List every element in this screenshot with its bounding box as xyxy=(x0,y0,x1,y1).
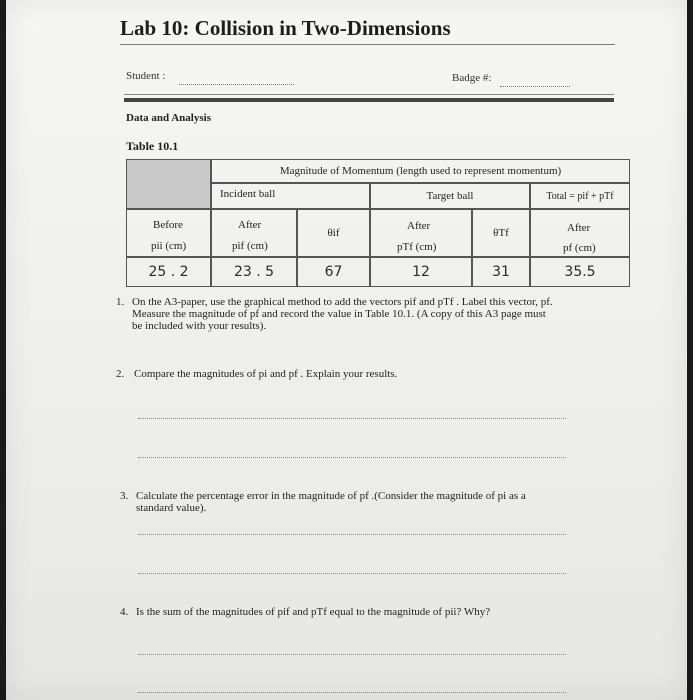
question-1-line-2: Measure the magnitude of pf and record the value in Table 10.1. (A copy of this A3 page must xyxy=(132,308,546,320)
section-heading: Data and Analysis xyxy=(126,112,211,124)
pif-column-header xyxy=(211,209,297,257)
theta-tf-header: θTf xyxy=(472,209,530,257)
question-2-number: 2. xyxy=(116,368,125,380)
question-1-number: 1. xyxy=(116,296,125,308)
question-3-line-2: standard value). xyxy=(136,502,207,514)
worksheet-page xyxy=(6,0,687,700)
total-header: Total = pif + pTf xyxy=(530,183,630,209)
pf-label: pf (cm) xyxy=(563,242,596,254)
ptf-value[interactable]: 12 xyxy=(370,257,472,287)
answer-line-4a[interactable] xyxy=(138,654,566,655)
after-label-3: After xyxy=(567,222,591,234)
question-2: Compare the magnitudes of pi and pf . Explain your results. xyxy=(134,368,398,380)
table-label: Table 10.1 xyxy=(126,139,179,153)
ptf-label: pTf (cm) xyxy=(397,241,437,253)
badge-field[interactable] xyxy=(500,86,570,87)
after-label-2: After xyxy=(407,220,431,232)
incident-ball-header: Incident ball xyxy=(211,183,370,209)
page-title: Lab 10: Collision in Two-Dimensions xyxy=(120,16,451,40)
target-ball-header: Target ball xyxy=(370,183,530,209)
answer-line-2a[interactable] xyxy=(138,418,566,419)
answer-line-3b[interactable] xyxy=(138,573,566,574)
question-3 xyxy=(136,490,626,514)
pf-column-header xyxy=(530,209,630,257)
before-label: Before xyxy=(153,219,183,231)
question-1-line-1: On the A3-paper, use the graphical method to add the vectors pif and pTf . Label this vector, pf. xyxy=(132,296,553,308)
question-4-number: 4. xyxy=(120,606,129,618)
answer-line-2b[interactable] xyxy=(138,457,566,458)
question-3-number: 3. xyxy=(120,490,129,502)
table-corner-shade xyxy=(126,159,211,209)
divider-thin xyxy=(124,94,614,95)
question-1-line-3: be included with your results). xyxy=(132,320,267,332)
table-header: Magnitude of Momentum (length used to represent momentum) xyxy=(211,159,630,183)
question-4: Is the sum of the magnitudes of pif and pTf equal to the magnitude of pii? Why? xyxy=(136,606,491,618)
theta-if-header: θif xyxy=(297,209,370,257)
pf-value[interactable]: 35.5 xyxy=(530,257,630,287)
pii-value[interactable]: 25 . 2 xyxy=(126,257,211,287)
ptf-column-header xyxy=(370,209,472,257)
question-1 xyxy=(132,296,632,332)
pii-label: pii (cm) xyxy=(151,240,187,252)
student-label: Student : xyxy=(126,70,166,82)
after-label-1: After xyxy=(238,219,262,231)
answer-line-4b[interactable] xyxy=(138,692,566,693)
divider-thick xyxy=(124,98,614,102)
momentum-table xyxy=(126,159,630,287)
theta-tf-value[interactable]: 31 xyxy=(472,257,530,287)
before-column-header xyxy=(126,209,211,257)
theta-if-value[interactable]: 67 xyxy=(297,257,370,287)
pif-label: pif (cm) xyxy=(232,240,268,252)
answer-line-3a[interactable] xyxy=(138,534,566,535)
student-field[interactable] xyxy=(179,84,294,85)
badge-label: Badge #: xyxy=(452,72,492,84)
pif-value[interactable]: 23 . 5 xyxy=(211,257,297,287)
title-underline xyxy=(120,44,615,45)
question-3-line-1: Calculate the percentage error in the magnitude of pf .(Consider the magnitude of pi as a xyxy=(136,490,526,502)
